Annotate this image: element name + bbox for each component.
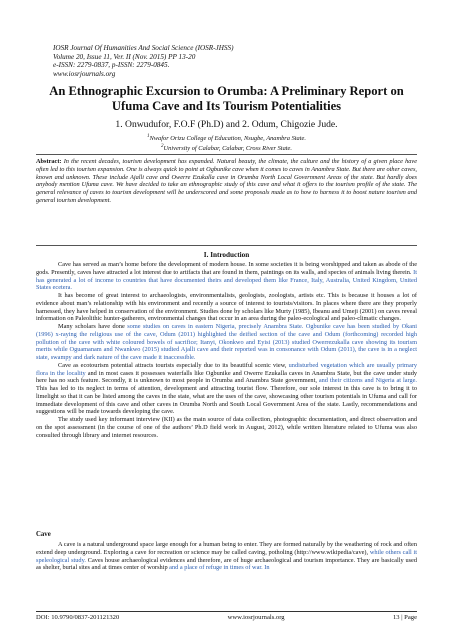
journal-issn: e-ISSN: 2279-0837, p-ISSN: 2279-0845. [53,61,170,70]
cave-heading: Cave [36,531,51,538]
journal-header [53,44,413,78]
affiliation-2: $^2$University of Calabar, Calabar, Cross River State. [161,143,292,152]
introduction-heading: I. Introduction [203,251,250,259]
cave-paragraph: A cave is a natural underground space large enough for a human being to enter. They are formed naturally by the weathering of rock and often extend deep underground. Exploring a cave for recreation or science may be called caving, potholing (http://www.wikipedia/cave), while others call it speleological study. Caves house archaeological evidences and therefore, are of huge archaeological and tourism importance. They are basically used as shelter, burial sites and at times center of worship and a place of refuge in times of war. In [36,541,417,572]
footer-website[interactable]: www.iosrjournals.org [227,614,285,621]
intro-paragraph-2: It has become of great interest to archaeologists, environmentalists, geologists, zoologists, artists etc. This is because it houses a lot of evidence about man’s relationship with his environment and recently a source of interest to tourists/visitors. In places where there are they properly harnessed, they have helped in conservation of the environment. Studies done by scholars like Murty (1985), Ibeanu and Umeji (2001) on caves reveal information on Paleolithic hunter-gatherers, environmental changes that occur in an area during the paleo-ecological and paleo-climatic changes. [36,292,417,323]
abstract-bottom-rule [36,245,417,246]
introduction-body [36,261,417,439]
footer-page-number: 13 | Page [392,614,417,621]
abstract-label: Abstract: [36,158,62,165]
journal-volume: Volume 20, Issue 11, Ver. II (Nov. 2015) PP 13-20 [53,52,196,61]
intro-paragraph-5: The study used key informant interview (KII) as the main source of data collection, photographic documentation, and direct observation and on the spot assessment (in the course of one of the authors’ Ph.D field work in August, 2012), while written literature related to Ufuma was also consulted through library and internet resources. [36,416,417,439]
affiliation-1: $^1$Nwafor Orizu College of Education, Nsugbe, Anambra State. [147,134,306,143]
page-footer [36,614,417,622]
footer-rule [36,611,417,612]
cave-body [36,541,417,572]
abstract-text: In the recent decades, tourism development has expanded. Natural beauty, the climate, the culture and the history of a given place have often led to this tourism expansion. One is always quick to point at Ogbunike cave when it comes to caves in Anambra State. But there are other caves, known and unknown. These include Ajalli cave and Owerre Ezukalla cave in Orumba North Local Government Areas of the state. But hardly does anybody mention Ufuma cave. We have decided to take an ethnographic study of this cave and what it offers to the tourism profile of the state. The general relevance of caves to tourism development will be underscored and some proposals made as to how to harness it to boost nature tourism and general tourism development. [36,158,418,204]
paper-title: An Ethnographic Excursion to Orumba: A Preliminary Report on Ufuma Cave and Its Tourism Potentialities [49,84,404,113]
footer-doi[interactable]: DOI: 10.9790/0837-201121320 [36,614,120,621]
intro-paragraph-3: Many scholars have done some studies on caves in eastern Nigeria, precisely Anambra State. Ogbunike cave has been studied by Okani (1996) x-raying the religious use of the cave, Odum (2011) highlighted the deified section of the cave and Odum (forthcoming) recorded high pollution of the cave with white coloured bowels of sacrifice; Itanyi, Okonkwo and Eyisi (2013) studied Owerrezukalla cave showing its tourism merits while Oguamanam and Nwankwo (2015) studied Ajalli cave and their reported was in consonance with Odum (2011), the cave is in a neglect state, swampy and dark nature of the cave made it inaccessible. [36,323,418,361]
intro-paragraph-4: Cave as ecotourism potential attracts tourists especially due to its beautiful scenic view, undisturbed vegetation which are usually primary flora in the locality and in most cases it possesses waterfalls like Ogbunike and Owerre Ezukalla caves in Anambra State, but the cave under study here has no such feature. Secondly, it is unknown to most people in Orumba and Anambra State government, and their citizens and Nigeria at large. This has led to its neglect in terms of attention, development and attracting tourist flow. Therefore, our sole interest in this cave is to bring it to limelight so that it can be listed among the caves in the state, what are the uses of the cave, showcasing other tourism potentials in Ufuma and call for immediate development of this cave and other caves in Orumba North and South Local Government Area of the state. Lastly, recommendations and suggestions will be made towards developing the cave. [36,361,418,416]
affiliations [40,133,413,152]
abstract-top-rule [36,154,417,155]
intro-paragraph-1: Cave has served as man’s home before the development of modern house. In some societies it is being worshipped and taken as abode of the gods. Presently, caves have attracted a lot interest due to artifacts that are found in them, paintings on its walls, and species of animals living therein. It has generated a lot of income to countries that have documented theirs and developed them like France, Italy, Australia, United Kingdom, United States ecetera. [36,261,417,292]
journal-name: IOSR Journal Of Humanities And Social Science (IOSR-JHSS) [53,44,234,52]
abstract [36,158,417,205]
author-line: 1. Onwudufor, F.O.F (Ph.D) and 2. Odum, Chigozie Jude. [115,119,338,130]
journal-website[interactable]: www.iosrjournals.org [53,69,116,78]
